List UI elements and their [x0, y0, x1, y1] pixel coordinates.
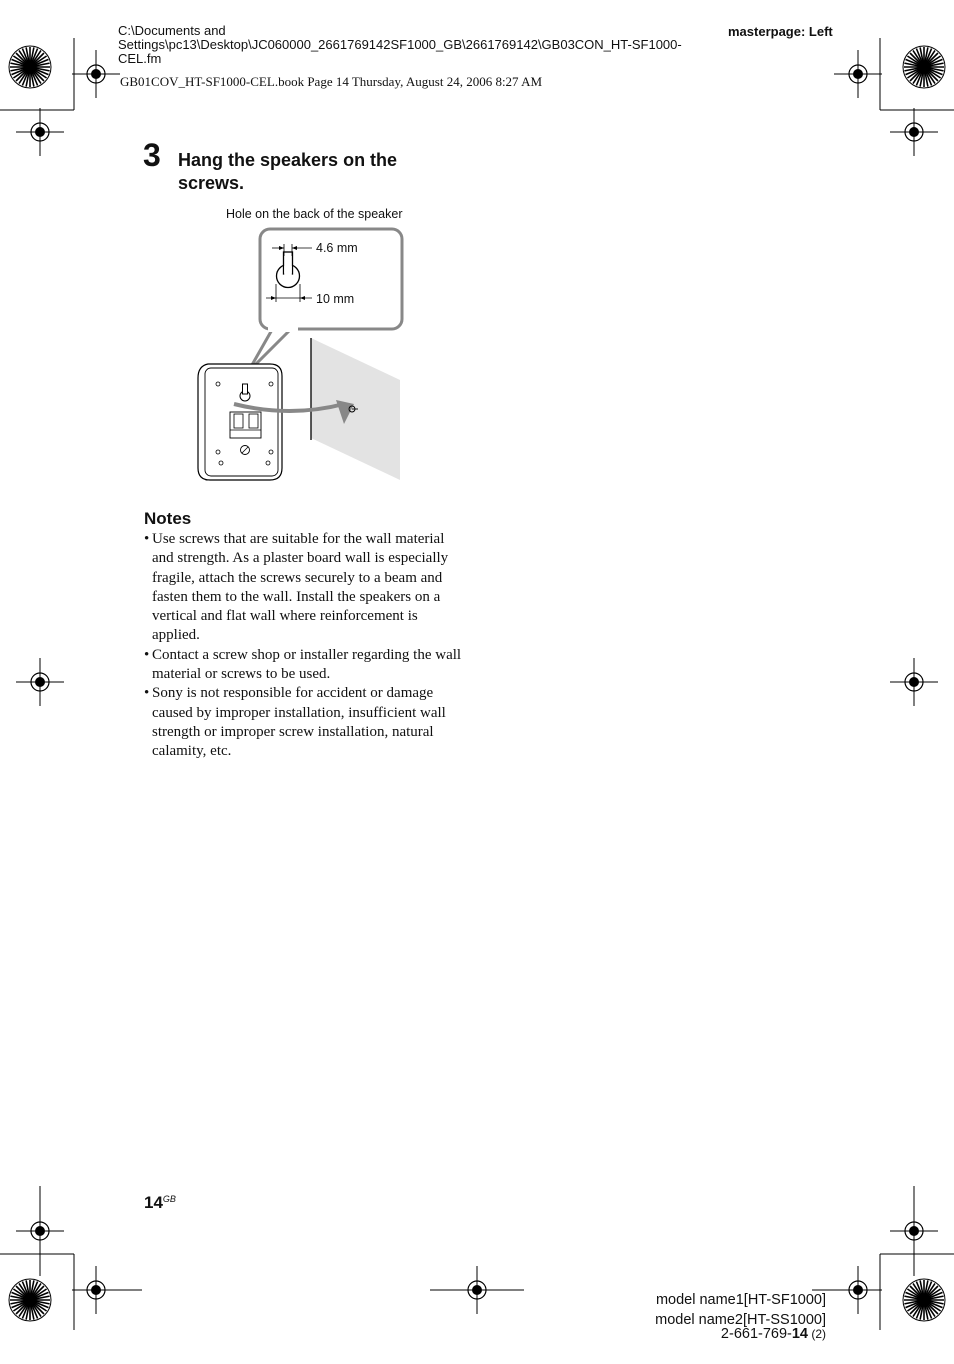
bullet-icon: • [144, 685, 150, 702]
footer-model2: model name2[HT-SS1000] [655, 1312, 826, 1328]
note-text: Use screws that are suitable for the wall material and strength. As a plaster board wall is especially fragile, attach the screws securely to a beam and fasten them to the wall. Install the speakers on a vertical and flat wall where reinforcement is applied. [152, 531, 449, 644]
header-file-path: C:\Documents and Settings\pc13\Desktop\JC060000_2661769142SF1000_GB\2661769142\GB03CON_HT-SF1000-CEL.fm [118, 23, 682, 66]
bullet-icon: • [144, 531, 150, 547]
dimension-label-diameter: 10 mm [316, 292, 355, 306]
step-number: 3 [143, 137, 161, 173]
step-title: Hang the speakers on the screws. [178, 150, 398, 193]
note-item [144, 530, 466, 646]
speaker-mounting-illustration [190, 222, 450, 492]
note-text: Contact a screw shop or installer regarding the wall material or screws to be used. [152, 646, 462, 683]
note-item [144, 684, 466, 761]
page-number-suffix: GB [162, 1194, 176, 1204]
page-number [144, 1193, 176, 1213]
page-number-value: 14 [144, 1193, 163, 1212]
footer-model1: model name1[HT-SF1000] [655, 1292, 826, 1308]
notes-list [144, 530, 466, 762]
dimension-label-width: 4.6 mm [316, 241, 358, 255]
note-item [144, 646, 466, 685]
bullet-icon: • [144, 646, 150, 663]
note-text: Sony is not responsible for accident or damage caused by improper installation, insufficient wall strength or improper screw installation, natural calamity, etc. [152, 685, 446, 760]
footer-code-prefix: 2-661-769- [720, 1326, 792, 1342]
footer-model-info [600, 1290, 826, 1344]
notes-heading: Notes [144, 509, 192, 528]
header-book-line: GB01COV_HT-SF1000-CEL.book Page 14 Thursday, August 24, 2006 8:27 AM [120, 74, 543, 89]
footer-code-bold: 14 [791, 1326, 808, 1342]
header-masterpage: masterpage: Left [728, 24, 833, 39]
footer-code-suffix: (2) [808, 1327, 826, 1341]
figure-caption: Hole on the back of the speaker [226, 207, 403, 221]
